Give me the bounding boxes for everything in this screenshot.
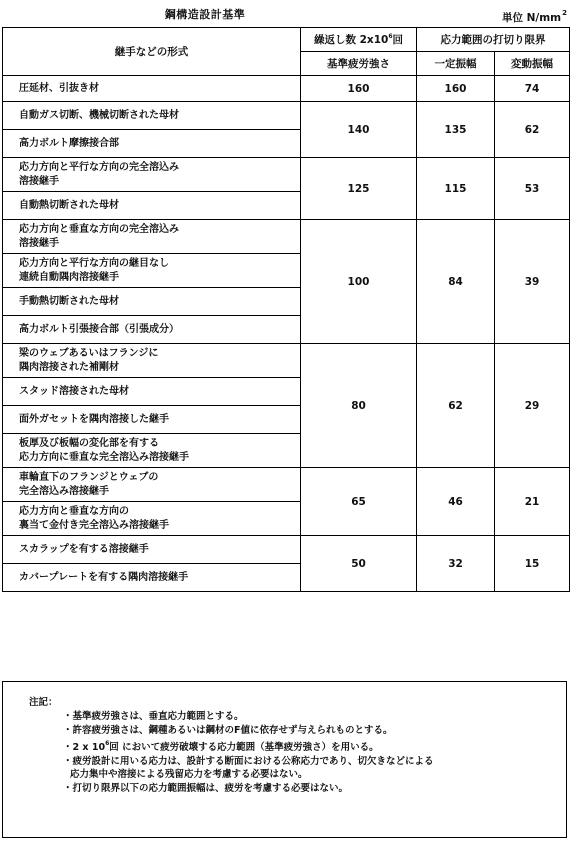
header-cycles-text: 繰返し数 2x10 [313,34,389,46]
joint-type-line: 裏当て金付き完全溶込み溶接継手 [19,519,169,531]
joint-type-line: 自動ガス切断、機械切断された母材 [19,109,179,121]
constant-amplitude-cell: 84 [417,220,495,344]
joint-type-line: 手動熱切断された母材 [19,295,119,307]
note-item [63,737,434,755]
joint-type-line: 応力方向と垂直な方向の完全溶込み [19,223,179,235]
constant-amplitude-cell: 160 [417,76,495,102]
note-item: ・基準疲労強さは、垂直応力範囲とする。 [63,711,244,722]
joint-type-line: 応力方向と平行な方向の継目なし [19,257,169,269]
joint-type-cell [3,378,301,406]
fatigue-strength-cell: 50 [301,536,417,592]
joint-type-cell [3,158,301,192]
joint-type-line: スカラップを有する溶接継手 [19,543,149,555]
variable-amplitude-cell: 21 [495,468,570,536]
joint-type-line: 応力方向と垂直な方向の [19,505,129,517]
joint-type-line: 応力方向に垂直な完全溶込み溶接継手 [19,451,189,463]
joint-type-cell [3,254,301,288]
fatigue-strength-cell: 160 [301,76,417,102]
joint-type-line: 隅肉溶接された補剛材 [19,361,119,373]
table-row [3,76,570,102]
table-body [3,76,570,592]
joint-type-line: 連続自動隅肉溶接継手 [19,271,119,283]
note-text: ・2 x 10 [63,742,106,753]
fatigue-strength-cell: 65 [301,468,417,536]
variable-amplitude-cell: 53 [495,158,570,220]
table-row [3,220,570,254]
constant-amplitude-cell: 32 [417,536,495,592]
joint-type-line: 板厚及び板幅の変化部を有する [19,437,159,449]
constant-amplitude-cell: 135 [417,102,495,158]
joint-type-cell [3,344,301,378]
header-cycles [301,28,417,52]
table-row [3,102,570,130]
joint-type-cell [3,316,301,344]
joint-type-line: 溶接継手 [19,237,59,249]
joint-type-line: 高力ボルト引張接合部（引張成分） [19,323,179,335]
fatigue-strength-cell: 125 [301,158,417,220]
header-variable-amplitude: 変動振幅 [495,52,570,76]
joint-type-cell [3,434,301,468]
note-item: ・打切り限界以下の応力範囲振幅は、疲労を考慮する必要はない。 [63,782,349,794]
header-constant-amplitude: 一定振幅 [417,52,495,76]
joint-type-line: 車輪直下のフランジとウェブの [19,471,159,483]
header-cycles-exp: 6 [388,33,393,40]
notes-box [2,681,567,838]
notes-list [63,710,434,795]
joint-type-cell [3,192,301,220]
unit-text: 単位 N/mm [501,12,562,24]
constant-amplitude-cell: 62 [417,344,495,468]
variable-amplitude-cell: 39 [495,220,570,344]
note-item-continued: 応力集中や溶接による残留応力を考慮する必要はない。 [70,769,308,780]
fatigue-strength-cell: 140 [301,102,417,158]
joint-type-cell [3,468,301,502]
notes-title: 注記： [29,697,58,708]
variable-amplitude-cell: 29 [495,344,570,468]
joint-type-cell [3,536,301,564]
note-item: ・疲労設計に用いる応力は、設計する断面における公称応力であり、切欠きなどによる [63,755,434,767]
joint-type-line: 溶接継手 [19,175,59,187]
fatigue-strength-table [2,27,570,592]
note-text: 回 において疲労破壊する応力範囲（基準疲労強さ）を用いる。 [109,742,379,753]
joint-type-cell [3,102,301,130]
unit-label [502,9,567,25]
fatigue-strength-cell: 80 [301,344,417,468]
joint-type-cell [3,406,301,434]
constant-amplitude-cell: 115 [417,158,495,220]
header-joint-type: 継手などの形式 [3,28,301,76]
joint-type-line: 高力ボルト摩擦接合部 [19,137,119,149]
table-row [3,158,570,192]
variable-amplitude-cell: 15 [495,536,570,592]
table-row [3,344,570,378]
joint-type-line: カバープレートを有する隅肉溶接継手 [19,571,189,583]
constant-amplitude-cell: 46 [417,468,495,536]
header-fatigue: 基準疲労強さ [301,52,417,76]
fatigue-strength-cell: 100 [301,220,417,344]
note-item: ・許容疲労強さは、鋼種あるいは鋼材のF値に依存せず与えられものとする。 [63,724,393,736]
joint-type-cell [3,76,301,102]
table-row [3,536,570,564]
joint-type-line: 完全溶込み溶接継手 [19,485,109,497]
variable-amplitude-cell: 74 [495,76,570,102]
joint-type-line: 面外ガセットを隅肉溶接した継手 [19,413,169,425]
joint-type-cell [3,130,301,158]
header-cutoff: 応力範囲の打切り限界 [417,28,570,52]
joint-type-cell [3,288,301,316]
joint-type-cell [3,564,301,592]
joint-type-line: 自動熱切断された母材 [19,199,119,211]
joint-type-cell [3,502,301,536]
note-exponent: 6 [105,740,110,747]
unit-exponent: 2 [562,9,567,17]
joint-type-line: 圧延材、引抜き材 [19,82,99,94]
joint-type-line: 応力方向と平行な方向の完全溶込み [19,161,179,173]
header-cycles-unit: 回 [392,34,404,46]
joint-type-line: 梁のウェブあるいはフランジに [19,347,159,359]
joint-type-cell [3,220,301,254]
page-title: 鋼構造設計基準 [164,8,246,21]
variable-amplitude-cell: 62 [495,102,570,158]
joint-type-line: スタッド溶接された母材 [19,385,129,397]
table-row [3,468,570,502]
